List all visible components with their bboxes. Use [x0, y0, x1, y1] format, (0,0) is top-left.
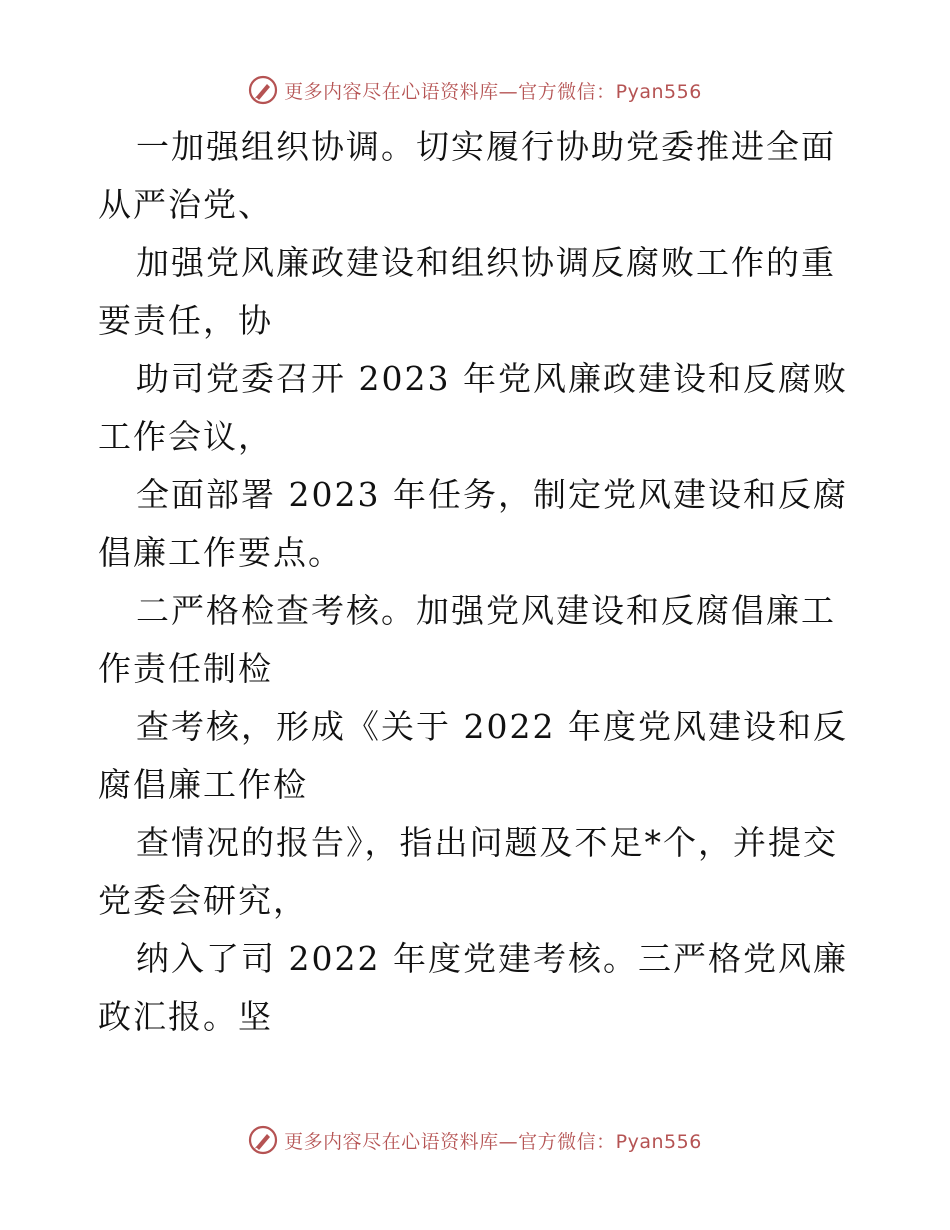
paragraph: 查考核，形成《关于 2022 年度党风建设和反腐倡廉工作检 [98, 707, 848, 804]
paragraph: 加强党风廉政建设和组织协调反腐败工作的重要责任，协 [98, 243, 836, 340]
pen-logo-icon [248, 1125, 278, 1155]
pen-logo-icon [248, 75, 278, 105]
footer-watermark [248, 1125, 702, 1155]
paragraph: 查情况的报告》，指出问题及不足*个，并提交党委会研究， [98, 823, 838, 920]
header-watermark [248, 75, 702, 105]
page-footer [0, 1120, 950, 1160]
document-body [98, 118, 858, 1046]
paragraph: 全面部署 2023 年任务，制定党风建设和反腐倡廉工作要点。 [98, 475, 848, 572]
paragraph: 纳入了司 2022 年度党建考核。三严格党风廉政汇报。坚 [98, 939, 848, 1036]
page-header [0, 70, 950, 110]
paragraph: 一加强组织协调。切实履行协助党委推进全面从严治党、 [98, 127, 836, 224]
paragraph: 助司党委召开 2023 年党风廉政建设和反腐败工作会议， [98, 359, 848, 456]
paragraph: 二严格检查考核。加强党风建设和反腐倡廉工作责任制检 [98, 591, 836, 688]
footer-watermark-text: 更多内容尽在心语资料库—官方微信：Pyan556 [284, 1130, 702, 1153]
header-watermark-text: 更多内容尽在心语资料库—官方微信：Pyan556 [284, 80, 702, 103]
